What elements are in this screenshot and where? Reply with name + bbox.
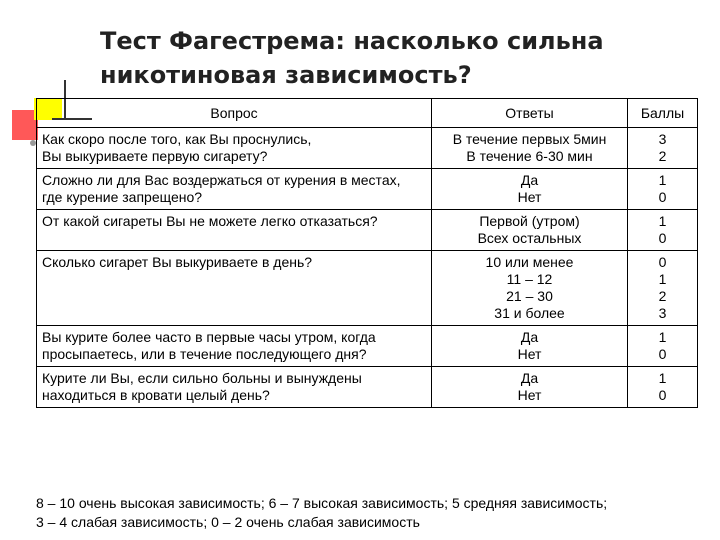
answers-line: 21 – 30 <box>506 288 553 304</box>
question-line: просыпаетесь, или в течение последующего дня? <box>42 346 367 362</box>
question-line: Сложно ли для Вас воздержаться от курения в местах, <box>42 172 401 188</box>
question-line: Как скоро после того, как Вы проснулись, <box>42 131 312 147</box>
answers-line: 11 – 12 <box>506 271 553 287</box>
table-header-row <box>37 99 698 128</box>
answers-line: Всех остальных <box>477 230 582 246</box>
question-line: Вы курите более часто в первые часы утром, когда <box>42 329 376 345</box>
header-answers: Ответы <box>432 99 628 128</box>
points-cell <box>628 128 698 169</box>
points-line: 3 <box>658 305 667 321</box>
question-cell <box>37 326 432 367</box>
points-cell <box>628 169 698 210</box>
question-cell <box>37 128 432 169</box>
header-points: Баллы <box>628 99 698 128</box>
answers-cell <box>432 367 628 408</box>
question-line: где курение запрещено? <box>42 189 203 205</box>
points-line: 1 <box>658 370 667 386</box>
fagerstrom-test-table <box>36 98 698 408</box>
answers-line: Нет <box>517 189 542 205</box>
answers-line: Первой (утром) <box>479 213 580 229</box>
table-row <box>37 326 698 367</box>
header-question: Вопрос <box>37 99 432 128</box>
question-cell <box>37 210 432 251</box>
points-line: 0 <box>658 230 667 246</box>
slide-title <box>100 24 700 92</box>
question-line: находиться в кровати целый день? <box>42 387 270 403</box>
points-line: 2 <box>658 288 667 304</box>
points-line: 1 <box>658 329 667 345</box>
answers-line: 10 или менее <box>485 254 574 270</box>
answers-line: В течение первых 5мин <box>452 131 607 147</box>
table-row <box>37 169 698 210</box>
answers-cell <box>432 251 628 326</box>
question-line: Вы выкуриваете первую сигарету? <box>42 148 268 164</box>
points-cell <box>628 210 698 251</box>
points-cell <box>628 367 698 408</box>
points-cell <box>628 251 698 326</box>
answers-line: В течение 6-30 мин <box>466 148 593 164</box>
points-line: 1 <box>658 172 667 188</box>
question-cell <box>37 367 432 408</box>
answers-line: Нет <box>517 346 542 362</box>
points-line: 0 <box>658 189 667 205</box>
points-line: 2 <box>658 148 667 164</box>
answers-cell <box>432 169 628 210</box>
title-line-2: никотиновая зависимость? <box>100 61 472 89</box>
table-body <box>37 128 698 408</box>
answers-cell <box>432 128 628 169</box>
points-line: 1 <box>658 271 667 287</box>
score-legend-line-1: 8 – 10 очень высокая зависимость; 6 – 7 высокая зависимость; 5 средняя зависимость; <box>36 495 608 511</box>
title-line-1: Тест Фагестрема: насколько сильна <box>100 27 604 55</box>
answers-line: 31 и более <box>494 305 565 321</box>
answers-line: Да <box>520 329 539 345</box>
table-row <box>37 251 698 326</box>
answers-cell <box>432 210 628 251</box>
score-legend <box>36 494 706 532</box>
table-row <box>37 210 698 251</box>
score-legend-line-2: 3 – 4 слабая зависимость; 0 – 2 очень слабая зависимость <box>36 514 420 530</box>
answers-cell <box>432 326 628 367</box>
points-cell <box>628 326 698 367</box>
points-line: 1 <box>658 213 667 229</box>
question-cell <box>37 169 432 210</box>
answers-line: Да <box>520 370 539 386</box>
question-cell <box>37 251 432 326</box>
question-line: От какой сигареты Вы не можете легко отказаться? <box>42 213 378 229</box>
answers-line: Нет <box>517 387 542 403</box>
points-line: 0 <box>658 387 667 403</box>
question-line: Курите ли Вы, если сильно больны и вынуждены <box>42 370 362 386</box>
points-line: 3 <box>658 131 667 147</box>
points-line: 0 <box>658 346 667 362</box>
question-line: Сколько сигарет Вы выкуриваете в день? <box>42 254 313 270</box>
points-line: 0 <box>658 254 667 270</box>
answers-line: Да <box>520 172 539 188</box>
table-row <box>37 128 698 169</box>
table-row <box>37 367 698 408</box>
